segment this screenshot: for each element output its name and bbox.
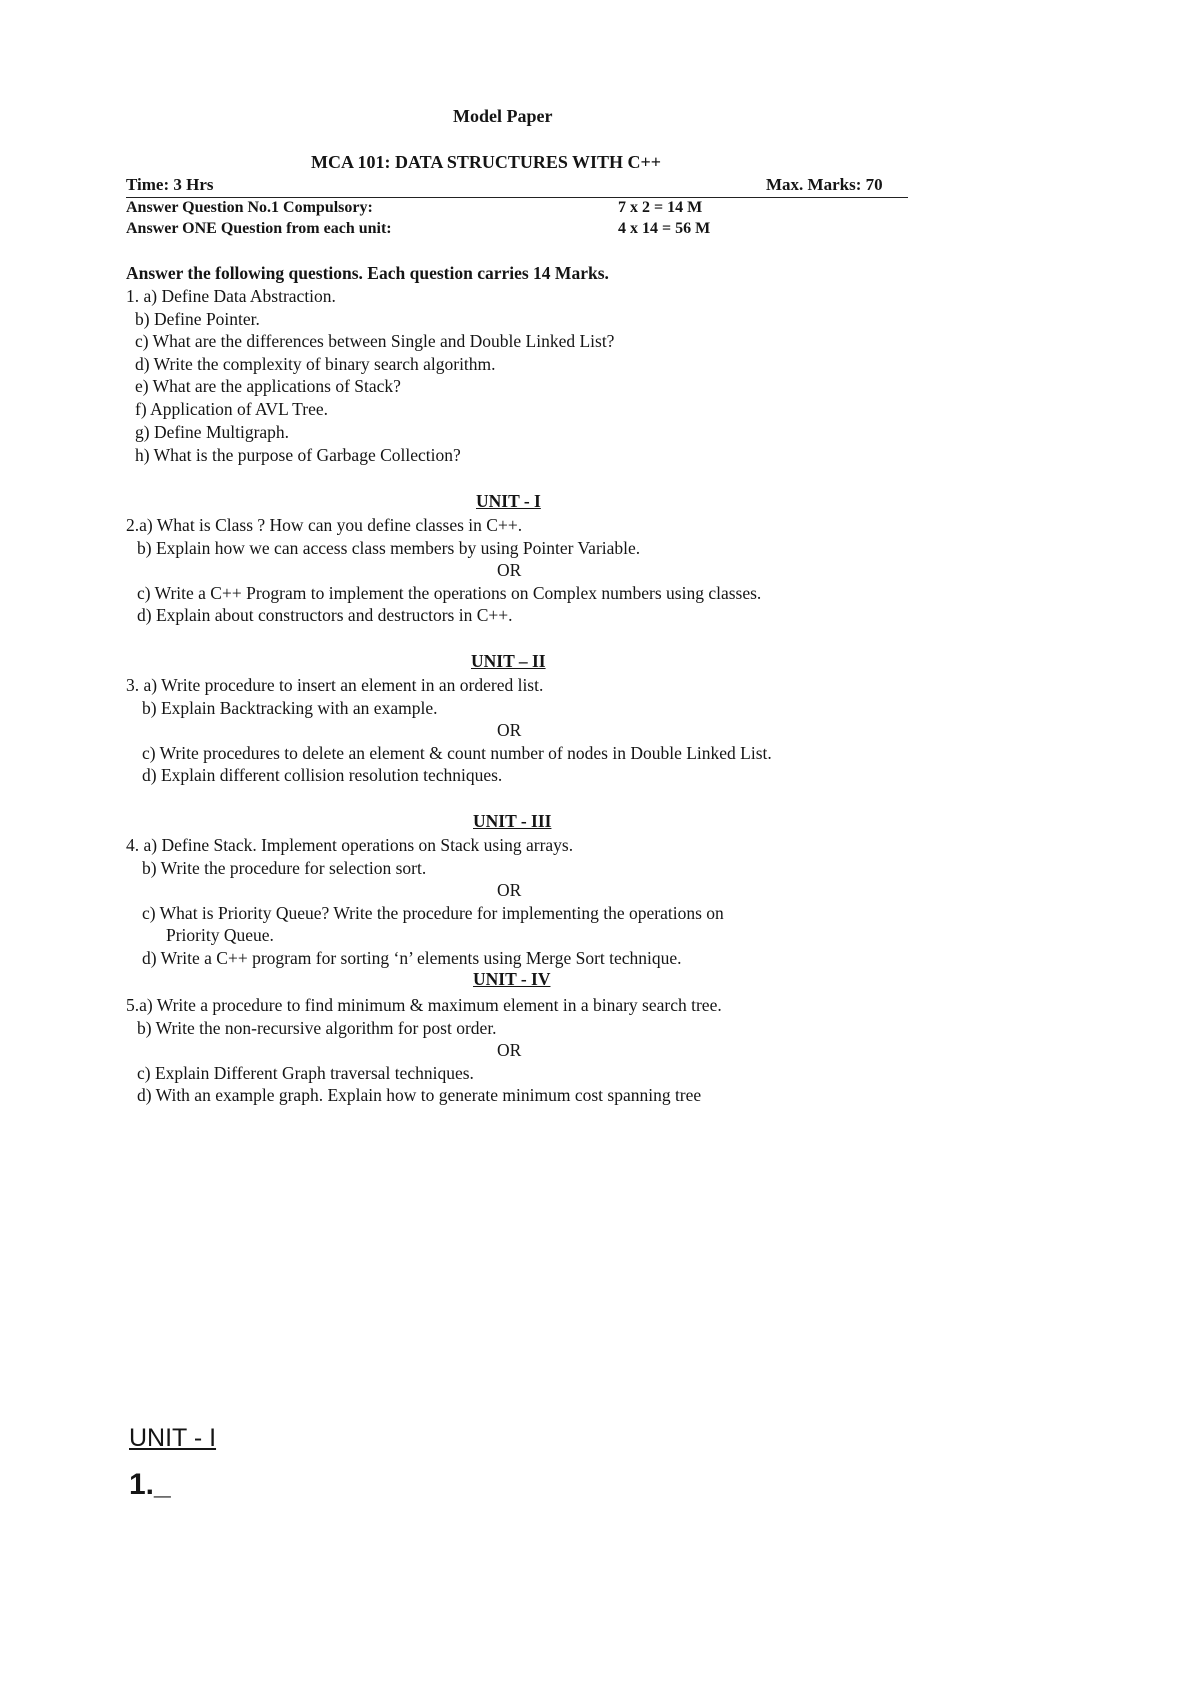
question-line: b) Define Pointer. — [135, 309, 260, 329]
question-line: h) What is the purpose of Garbage Collection? — [135, 445, 461, 465]
unit-heading: UNIT - I — [476, 491, 541, 511]
or-separator: OR — [497, 880, 522, 900]
question-line: d) Write the complexity of binary search algorithm. — [135, 354, 496, 374]
unit-heading: UNIT – II — [471, 651, 546, 671]
question-line: d) With an example graph. Explain how to generate minimum cost spanning tree — [137, 1085, 702, 1105]
marks-compulsory: 7 x 2 = 14 M — [618, 199, 703, 216]
question-line: b) Write the procedure for selection sort. — [142, 858, 427, 878]
time-label: Time: 3 Hrs — [126, 175, 214, 194]
question-line: d) Write a C++ program for sorting ‘n’ elements using Merge Sort technique. — [142, 948, 682, 968]
question-line: b) Write the non-recursive algorithm for post order. — [137, 1018, 497, 1038]
question-line: g) Define Multigraph. — [135, 422, 290, 442]
or-separator: OR — [497, 1040, 522, 1060]
question-line: c) What is Priority Queue? Write the procedure for implementing the operations on — [142, 903, 724, 923]
question-line: d) Explain about constructors and destructors in C++. — [137, 605, 513, 625]
instruction-units: Answer ONE Question from each unit: — [126, 220, 392, 237]
question-line: c) Explain Different Graph traversal techniques. — [137, 1063, 474, 1083]
question-line: b) Explain Backtracking with an example. — [142, 698, 438, 718]
page-title: Model Paper — [453, 106, 553, 126]
unit-heading: UNIT - IV — [473, 969, 551, 989]
question-line: 1. a) Define Data Abstraction. — [126, 286, 336, 306]
question-line: Priority Queue. — [166, 925, 274, 945]
question-line: c) Write procedures to delete an element & count number of nodes in Double Linked List. — [142, 743, 772, 763]
question-line: 4. a) Define Stack. Implement operations on Stack using arrays. — [126, 835, 574, 855]
question-line: 2.a) What is Class ? How can you define classes in C++. — [126, 515, 523, 535]
question-line: e) What are the applications of Stack? — [135, 376, 401, 396]
or-separator: OR — [497, 720, 522, 740]
answer-number: 1._ — [129, 1468, 171, 1501]
instruction-compulsory: Answer Question No.1 Compulsory: — [126, 199, 373, 216]
question-line: 5.a) Write a procedure to find minimum & maximum element in a binary search tree. — [126, 995, 722, 1015]
question-line: 3. a) Write procedure to insert an element in an ordered list. — [126, 675, 544, 695]
question-line: c) What are the differences between Single and Double Linked List? — [135, 331, 615, 351]
intro-instruction: Answer the following questions. Each question carries 14 Marks. — [126, 263, 609, 283]
course-title: MCA 101: DATA STRUCTURES WITH C++ — [311, 152, 662, 172]
header-divider — [126, 197, 908, 198]
unit-heading: UNIT - III — [473, 811, 552, 831]
or-separator: OR — [497, 560, 522, 580]
question-line: b) Explain how we can access class members by using Pointer Variable. — [137, 538, 641, 558]
answer-unit-heading: UNIT - I — [129, 1424, 217, 1452]
question-line: d) Explain different collision resolution techniques. — [142, 765, 503, 785]
question-line: c) Write a C++ Program to implement the operations on Complex numbers using classes. — [137, 583, 762, 603]
max-marks-label: Max. Marks: 70 — [766, 175, 883, 194]
question-line: f) Application of AVL Tree. — [135, 399, 328, 419]
marks-units: 4 x 14 = 56 M — [618, 220, 711, 237]
